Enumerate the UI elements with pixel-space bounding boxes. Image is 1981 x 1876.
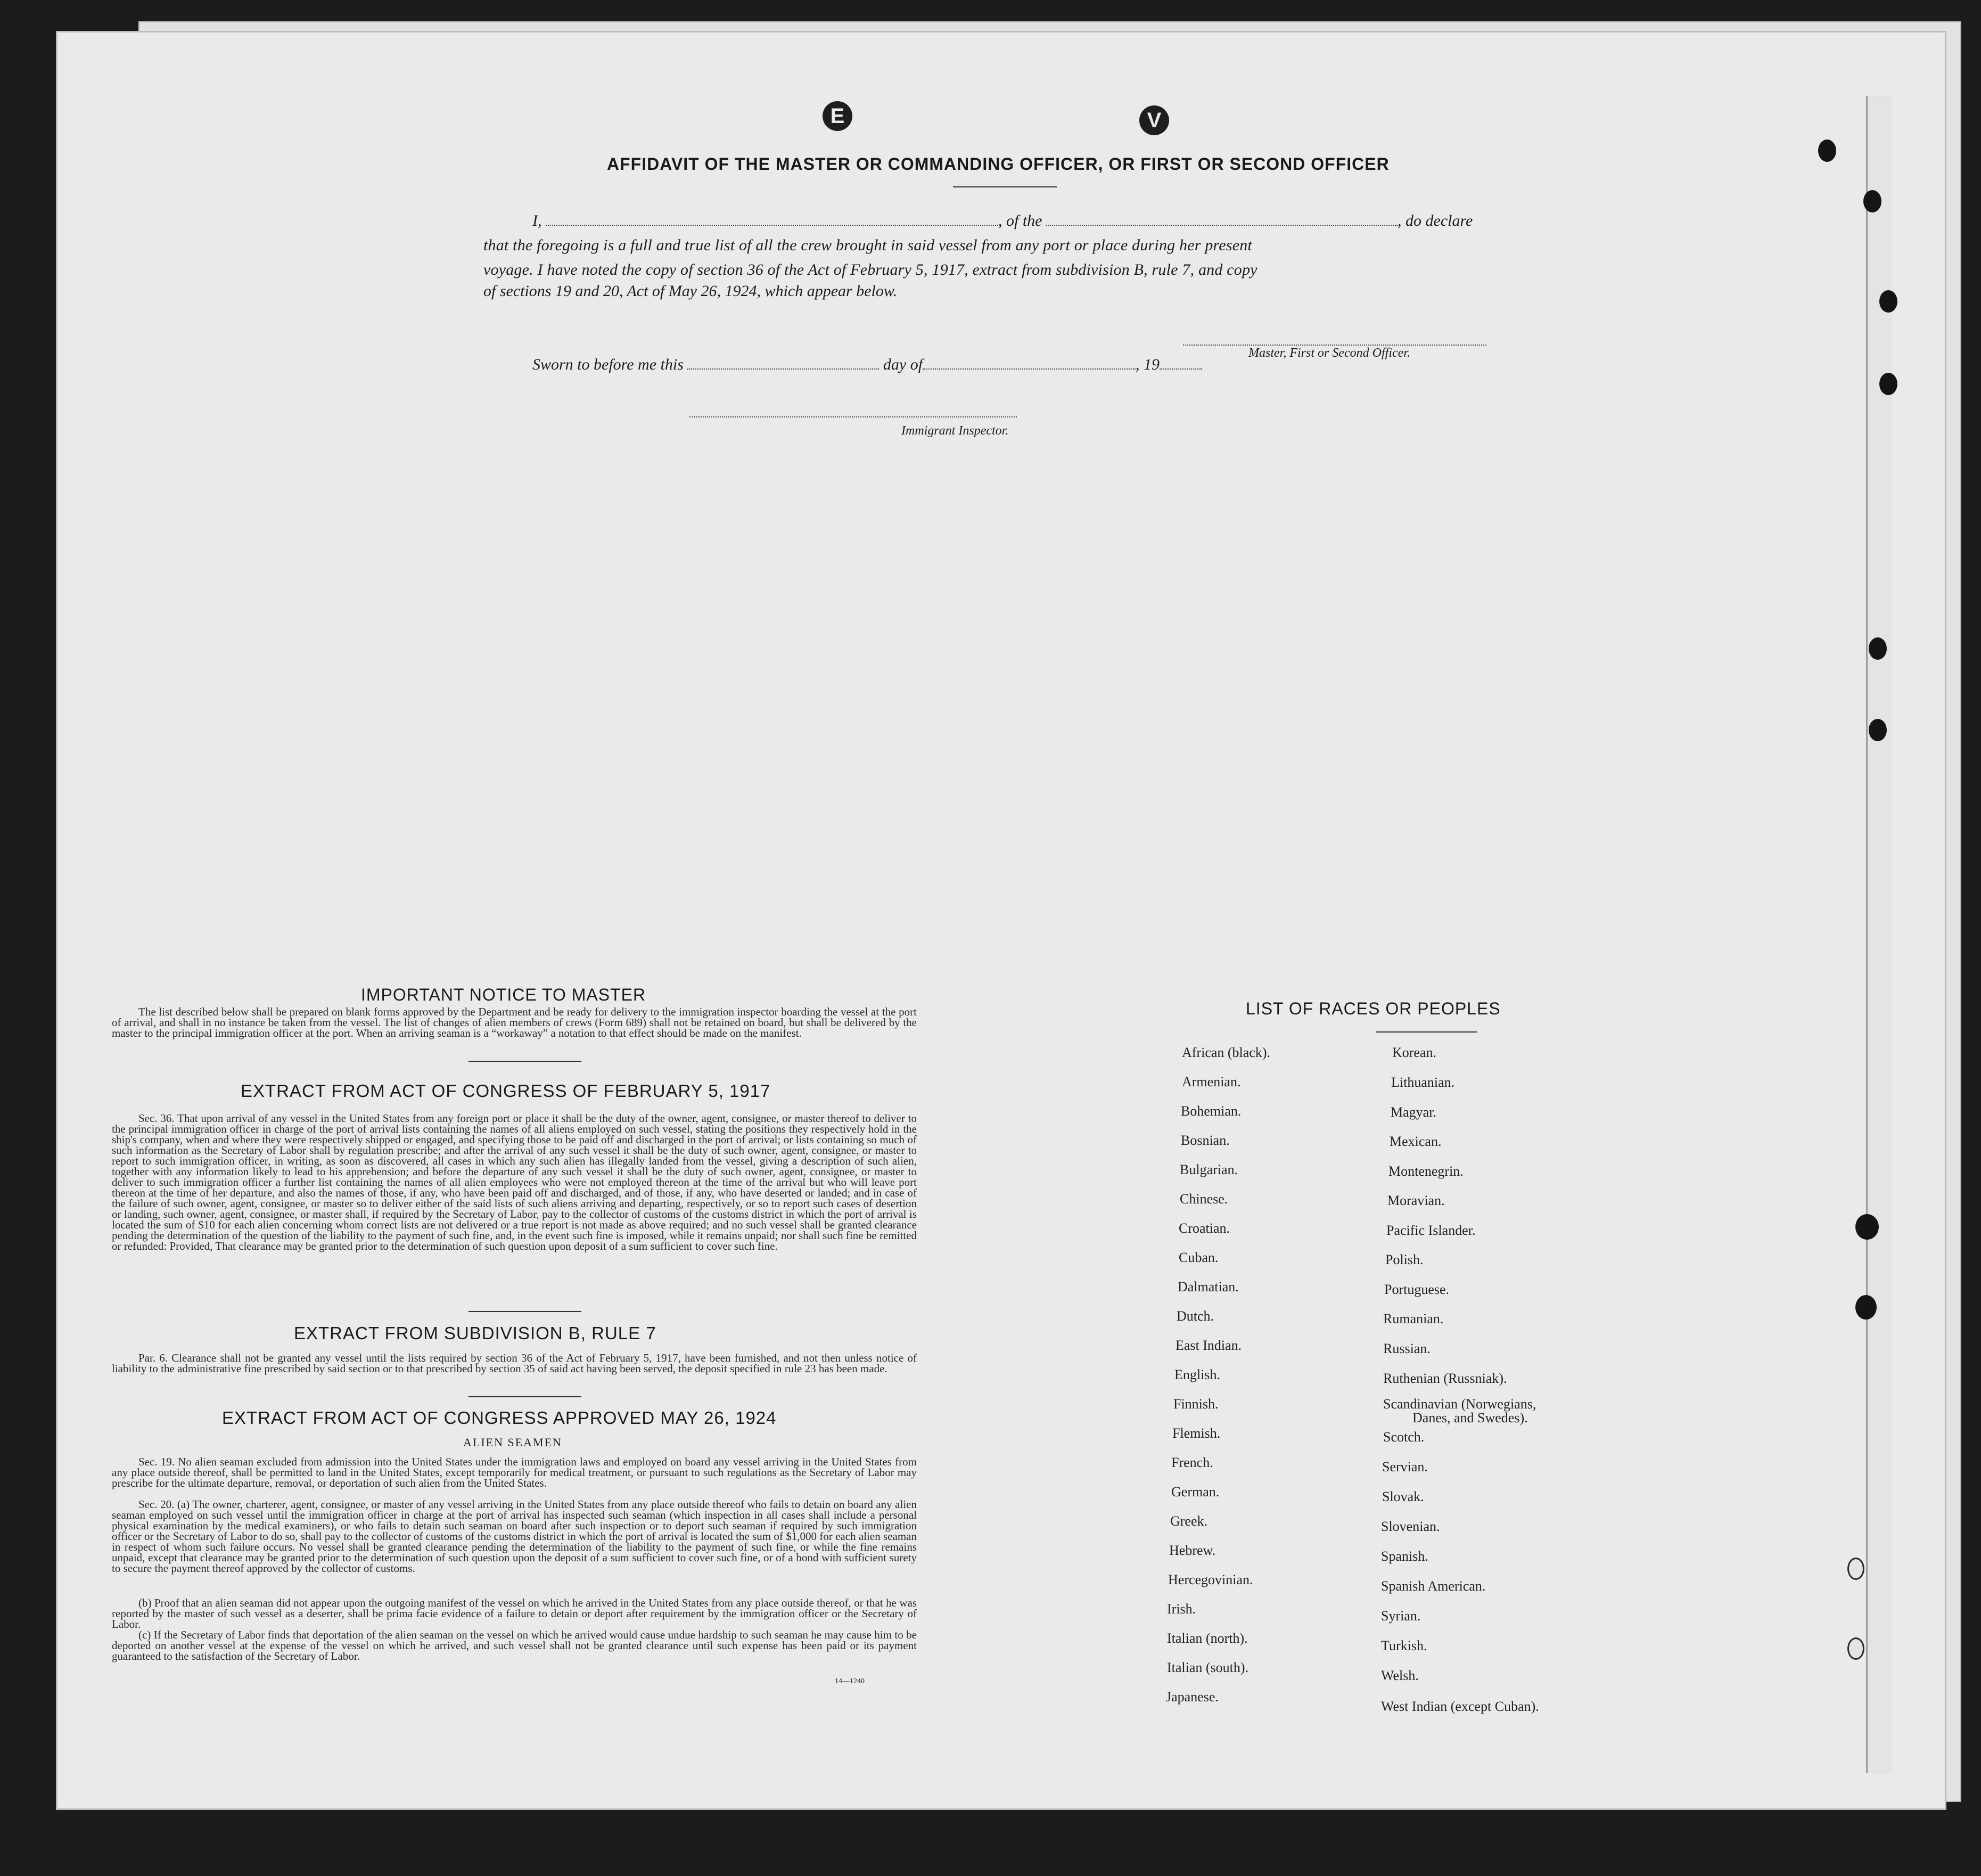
race-item: Montenegrin. [1388,1164,1464,1179]
race-item: Hercegovinian. [1168,1572,1253,1587]
race-item: African (black). [1182,1045,1271,1060]
race-item: Japanese. [1166,1689,1219,1705]
race-item: Slovenian. [1381,1519,1440,1534]
affidavit-of-the: , of the [998,212,1042,230]
divider-3 [468,1396,581,1397]
sworn-label: Sworn to before me this [532,356,684,373]
extract2-text: Par. 6. Clearance shall not be granted any vessel until the lists required by section 36 of the Act of February 5, 1917, have been furnished, and not then unless notice of liability to the administrative fine prescribed by said section or to that prescribed by section 35 of said act having been served, the deposit specified in rule 23 has been made. [112,1351,917,1375]
affidavit-line2: that the foregoing is a full and true list of all the crew brought in said vessel from any port or place during her present [483,236,1252,254]
race-item: Moravian. [1387,1193,1445,1208]
race-item: Finnish. [1173,1396,1219,1412]
notice-title: IMPORTANT NOTICE TO MASTER [361,985,646,1004]
race-item: Lithuanian. [1391,1075,1455,1090]
extract1-text: Sec. 36. That upon arrival of any vessel in the United States from any foreign port or place it shall be the duty of the owner, agent, consignee, or master thereof to deliver to the principal immigration officer in charge of the port of arrival lists containing the names of all aliens employed on such vessel, stating the positions they respectively hold in the ship's company, when and where they were respectively shipped or engaged, and specifying those to be paid off and discharged in the port of arrival; or lists containing so much of such information as the Secretary of Labor shall by regulation prescribe; and after the arrival of any such vessel it shall be the duty of such owner, agent, consignee, or master to report to such immigration officer, in writing, as soon as discovered, all cases in which any such alien has illegally landed from the vessel, giving a description of such alien, together with any information likely to lead to his apprehension; and before the departure of any such vessel it shall be the duty of such owner, agent, consignee, or master to deliver to such immigration officer a further list containing the names of all alien employees who were not employed thereon at the time of the arrival but who will leave port thereon at the time of her departure, and also the names of those, if any, who have been paid off and discharged, and of those, if any, who have deserted or landed; and in case of the failure of such owner, agent, consignee, or master so to deliver either of the said lists of such aliens arriving and departing, respectively, or so to report such cases of desertion or landing, such owner, agent, consignee, or master shall, if required by the Secretary of Labor, pay to the collector of customs of the customs district in which the port of arrival is located the sum of $10 for each alien concerning whom correct lists are not delivered or a true report is not made as above required; and no such vessel shall be granted clearance pending the determination of the question of the liability to the payment of such fine, and, in the event such fine is imposed, while it remains unpaid; nor shall such fine be remitted or refunded: Provided, That clearance may be granted prior to the determination of such question upon deposit of a sum sufficient to cover such fine. [112,1112,917,1252]
sworn-year-label: , 19 [1136,356,1160,373]
race-item: Spanish American. [1381,1578,1486,1594]
race-item: Italian (south). [1167,1660,1249,1675]
vessel-name-field[interactable] [1046,225,1398,226]
page-edge [1866,96,1892,1773]
binder-hole [1879,373,1897,395]
inspector-signature-line[interactable] [689,415,1017,417]
race-item: Scotch. [1383,1429,1425,1445]
race-item: Mexican. [1390,1134,1442,1149]
race-item: Bulgarian. [1180,1162,1238,1177]
sworn-day-field[interactable] [687,368,879,370]
affidavit-i: I, [532,212,542,230]
race-item: Scandinavian (Norwegians, [1383,1396,1536,1412]
binder-hole [1855,1214,1879,1240]
affidavit-line4: of sections 19 and 20, Act of May 26, 1924, which appear below. [483,282,898,300]
master-signature-label: Master, First or Second Officer. [1248,346,1410,360]
races-title: LIST OF RACES OR PEOPLES [1246,999,1501,1018]
race-item: Croatian. [1179,1220,1230,1236]
master-name-field[interactable] [546,225,998,226]
race-item: Spanish. [1381,1549,1428,1564]
race-item: Servian. [1382,1459,1428,1474]
divider-1 [468,1061,581,1062]
binder-hole [1863,190,1881,212]
race-item: Flemish. [1172,1426,1221,1441]
bleed-through-area [1597,149,1837,1001]
race-item: Pacific Islander. [1386,1223,1476,1238]
extract3-subtitle: ALIEN SEAMEN [463,1436,562,1449]
binder-hole [1818,140,1836,162]
divider-2 [468,1311,581,1312]
race-item: Chinese. [1180,1191,1228,1207]
races-rule [1376,1031,1477,1033]
sworn-year-field[interactable] [1160,368,1202,370]
race-item: Italian (north). [1167,1631,1248,1646]
race-item: Bosnian. [1181,1133,1230,1148]
form-number: 14—1240 [835,1677,865,1685]
race-item: Turkish. [1381,1638,1427,1653]
sworn-month-field[interactable] [923,368,1136,370]
affidavit-declare: , do declare [1398,212,1473,230]
race-item: Irish. [1167,1601,1196,1617]
race-item: Portuguese. [1384,1282,1450,1297]
race-item: Russian. [1383,1341,1431,1356]
affidavit-line1 [532,212,1525,230]
race-item: Dalmatian. [1178,1279,1239,1295]
binder-hole [1855,1295,1877,1320]
race-item: Danes, and Swedes). [1412,1410,1528,1426]
race-item: Hebrew. [1169,1543,1216,1558]
sworn-line [532,356,1202,374]
race-item: West Indian (except Cuban). [1381,1699,1539,1714]
race-item: Cuban. [1179,1250,1219,1265]
affidavit-title: AFFIDAVIT OF THE MASTER OR COMMANDING OFFICER, OR FIRST OR SECOND OFFICER [607,154,1390,174]
extract3-sec20b: (b) Proof that an alien seaman did not appear upon the outgoing manifest of the vessel on which he arrived in the United States from any place outside thereof, or that he was reported by the master of such vessel as a deserter, shall be prima facie evidence of a failure to detain or deport after requirement by the immigration officer or the Secretary of Labor. [112,1596,917,1631]
race-item: Slovak. [1382,1489,1424,1504]
affidavit-line3: voyage. I have noted the copy of section 36 of the Act of February 5, 1917, extract from subdivision B, rule 7, and copy [483,261,1257,278]
extract3-sec20a: Sec. 20. (a) The owner, charterer, agent, consignee, or master of any vessel arriving in the United States from any place outside thereof who fails to detain on board any alien seaman employed on such vessel until the immigration officer in charge at the port of arrival has inspected such seaman (which inspection in all cases shall include a personal physical examination by the medical examiners), or who fails to detain such seaman on board after such inspection or to deport such seaman if required by such immigration officer or the Secretary of Labor to do so, shall pay to the collector of customs of the customs district in which the port of arrival is located the sum of $1,000 for each alien seaman in respect of whom such failure occurs. No vessel shall be granted clearance pending the determination of the liability to the payment of such fine, or while the fine remains unpaid, except that clearance may be granted prior to the determination of such question upon the deposit of a sum sufficient to cover such fine, or of a bond with sufficient surety to secure the payment thereof approved by the collector of customs. [112,1498,917,1575]
extract3-sec20c: (c) If the Secretary of Labor finds that deportation of the alien seaman on the vessel on which he arrived would cause undue hardship to such seaman he may cause him to be deported on another vessel at the expense of the vessel on which he arrived, and such vessel shall not be granted clearance until such expense has been paid or its payment guaranteed to the satisfaction of the Secretary of Labor. [112,1628,917,1662]
inspector-label: Immigrant Inspector. [901,424,1009,438]
binder-hole [1847,1558,1864,1580]
binder-hole [1869,637,1887,660]
race-item: Welsh. [1381,1668,1419,1683]
race-item: Armenian. [1182,1074,1241,1089]
extract2-title: EXTRACT FROM SUBDIVISION B, RULE 7 [294,1323,656,1343]
race-item: Dutch. [1177,1308,1214,1324]
race-item: English. [1174,1367,1220,1382]
race-item: German. [1171,1484,1220,1500]
binder-hole [1847,1637,1864,1660]
race-item: Bohemian. [1181,1103,1242,1119]
title-rule [953,186,1057,187]
binder-hole [1869,719,1887,741]
marker-v: V [1139,105,1169,135]
race-item: Rumanian. [1383,1311,1444,1326]
race-item: Polish. [1385,1252,1424,1267]
race-item: Magyar. [1391,1104,1436,1120]
race-item: Syrian. [1381,1608,1421,1624]
master-signature-line[interactable] [1183,343,1486,346]
race-item: Greek. [1170,1513,1208,1529]
binder-hole [1879,290,1897,313]
race-item: Korean. [1392,1045,1437,1060]
extract3-sec19: Sec. 19. No alien seaman excluded from admission into the United States under the immigration laws and employed on board any vessel arriving in the United States from any place outside thereof, shall be permitted to land in the United States, except temporarily for medical treatment, or pursuant to such regulations as the Secretary of Labor may prescribe for the ultimate departure, removal, or deportation of such alien from the United States. [112,1455,917,1489]
race-item: French. [1171,1455,1213,1470]
extract3-title: EXTRACT FROM ACT OF CONGRESS APPROVED MAY 26, 1924 [222,1408,777,1428]
sworn-day-label: day of [883,356,923,373]
notice-text: The list described below shall be prepared on blank forms approved by the Department and be ready for delivery to the immigration inspector boarding the vessel at the port of arrival, and shall in no instance be taken from the vessel. The list of changes of alien members of crews (Form 689) shall not be retained on board, but shall be delivered by the master to the principal immigration officer at the port. When an arriving seaman is a “workaway” a notation to that effect should be made on the manifest. [112,1005,917,1039]
marker-e: E [823,101,852,131]
race-item: East Indian. [1176,1338,1242,1353]
extract1-title: EXTRACT FROM ACT OF CONGRESS OF FEBRUARY 5, 1917 [241,1081,771,1101]
race-item: Ruthenian (Russniak). [1383,1371,1507,1386]
